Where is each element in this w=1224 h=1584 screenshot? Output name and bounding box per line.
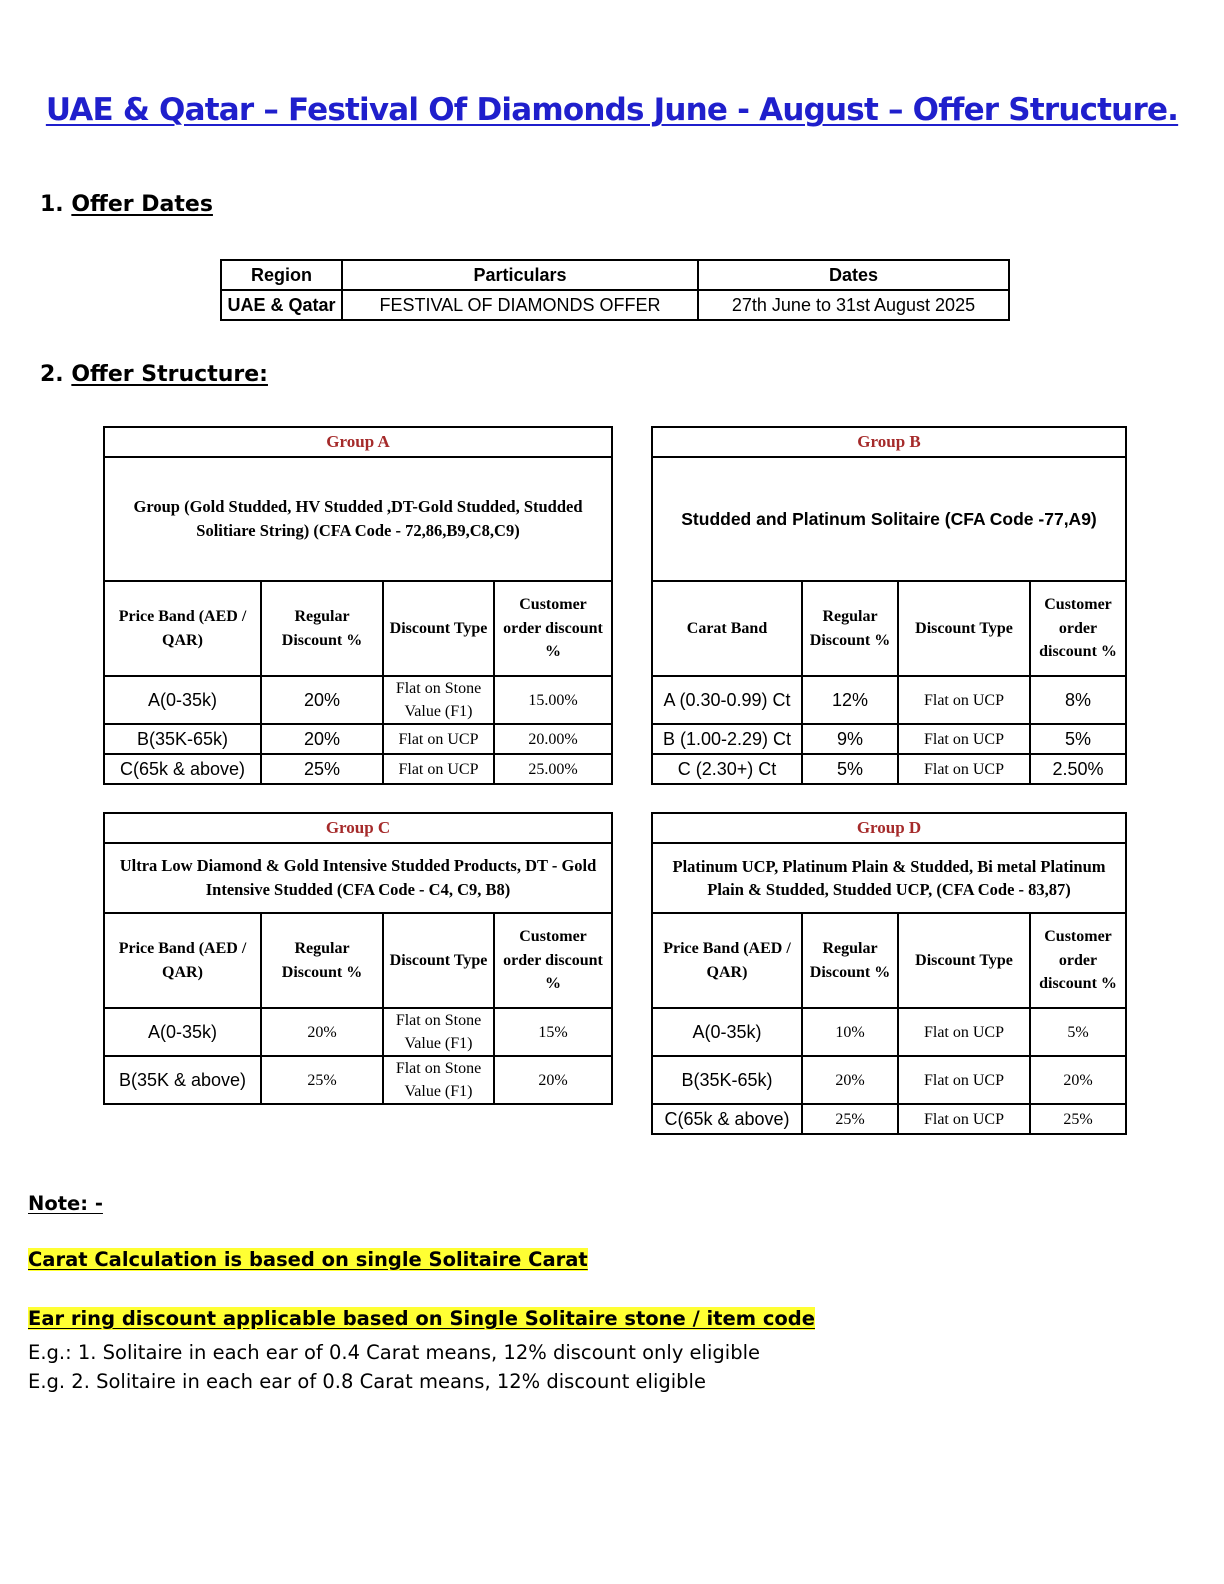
regular-discount: 25% (261, 1056, 383, 1104)
note-example-1: E.g.: 1. Solitaire in each ear of 0.4 Carat means, 12% discount only eligible (28, 1341, 760, 1364)
section-offer-dates (40, 192, 213, 217)
discount-type: Flat on Stone Value (F1) (383, 1056, 494, 1104)
price-band: A(0-35k) (652, 1008, 802, 1056)
table-row (652, 724, 1126, 754)
header-price-band: Price Band (AED / QAR) (104, 581, 261, 676)
header-price-band: Price Band (AED / QAR) (104, 913, 261, 1008)
table-row (104, 1008, 612, 1056)
table-row (104, 754, 612, 784)
customer-order-discount: 25% (1030, 1104, 1126, 1134)
header-discount-type: Discount Type (383, 913, 494, 1008)
discount-type: Flat on UCP (898, 754, 1030, 784)
note-heading: Note: - (28, 1192, 103, 1215)
customer-order-discount: 5% (1030, 1008, 1126, 1056)
cell-region: UAE & Qatar (221, 290, 342, 320)
table-row (652, 1008, 1126, 1056)
table-row (652, 676, 1126, 724)
section-offer-structure (40, 362, 268, 387)
regular-discount: 5% (802, 754, 898, 784)
table-row (104, 1056, 612, 1104)
header-regular-discount: Regular Discount % (261, 913, 383, 1008)
price-band: C(65k & above) (652, 1104, 802, 1134)
table-row (652, 1056, 1126, 1104)
price-band: B(35K & above) (104, 1056, 261, 1104)
header-region: Region (221, 260, 342, 290)
price-band: B(35K-65k) (652, 1056, 802, 1104)
group-description: Ultra Low Diamond & Gold Intensive Studded Products, DT - Gold Intensive Studded (CFA Code - C4, C9, B8) (104, 843, 612, 913)
cell-dates: 27th June to 31st August 2025 (698, 290, 1009, 320)
customer-order-discount: 20% (494, 1056, 612, 1104)
regular-discount: 9% (802, 724, 898, 754)
offer-dates-table (220, 259, 1010, 321)
group-d-table (651, 812, 1127, 1135)
header-regular-discount: Regular Discount % (802, 913, 898, 1008)
regular-discount: 10% (802, 1008, 898, 1056)
price-band: A(0-35k) (104, 1008, 261, 1056)
regular-discount: 20% (261, 676, 383, 724)
section-number: 2. (40, 362, 64, 387)
group-c-table (103, 812, 613, 1105)
header-discount-type: Discount Type (898, 581, 1030, 676)
note-carat-calculation: Carat Calculation is based on single Solitaire Carat (28, 1248, 588, 1271)
customer-order-discount: 25.00% (494, 754, 612, 784)
header-carat-band: Carat Band (652, 581, 802, 676)
regular-discount: 20% (261, 724, 383, 754)
customer-order-discount: 15% (494, 1008, 612, 1056)
header-customer-order-discount: Customer order discount % (1030, 913, 1126, 1008)
group-name: Group C (104, 813, 612, 843)
header-customer-order-discount: Customer order discount % (494, 913, 612, 1008)
carat-band: A (0.30-0.99) Ct (652, 676, 802, 724)
customer-order-discount: 20.00% (494, 724, 612, 754)
carat-band: B (1.00-2.29) Ct (652, 724, 802, 754)
discount-type: Flat on UCP (898, 676, 1030, 724)
customer-order-discount: 5% (1030, 724, 1126, 754)
discount-type: Flat on UCP (383, 754, 494, 784)
regular-discount: 25% (261, 754, 383, 784)
header-regular-discount: Regular Discount % (261, 581, 383, 676)
group-name: Group D (652, 813, 1126, 843)
note-earring-discount: Ear ring discount applicable based on Single Solitaire stone / item code (28, 1307, 815, 1330)
regular-discount: 12% (802, 676, 898, 724)
price-band: B(35K-65k) (104, 724, 261, 754)
discount-type: Flat on Stone Value (F1) (383, 676, 494, 724)
discount-type: Flat on UCP (898, 1008, 1030, 1056)
group-description: Platinum UCP, Platinum Plain & Studded, Bi metal Platinum Plain & Studded, Studded UCP, (CFA Code - 83,87) (652, 843, 1126, 913)
table-row (104, 724, 612, 754)
table-row (652, 754, 1126, 784)
customer-order-discount: 2.50% (1030, 754, 1126, 784)
header-dates: Dates (698, 260, 1009, 290)
regular-discount: 20% (802, 1056, 898, 1104)
group-b-table (651, 426, 1127, 785)
table-row (104, 676, 612, 724)
section-label: Offer Structure: (71, 362, 268, 387)
discount-type: Flat on Stone Value (F1) (383, 1008, 494, 1056)
group-name: Group A (104, 427, 612, 457)
header-regular-discount: Regular Discount % (802, 581, 898, 676)
price-band: A(0-35k) (104, 676, 261, 724)
header-particulars: Particulars (342, 260, 698, 290)
group-a-table (103, 426, 613, 785)
discount-type: Flat on UCP (898, 1056, 1030, 1104)
header-customer-order-discount: Customer order discount % (1030, 581, 1126, 676)
customer-order-discount: 8% (1030, 676, 1126, 724)
page-title: UAE & Qatar – Festival Of Diamonds June - August – Offer Structure. (45, 92, 1179, 128)
table-row (652, 1104, 1126, 1134)
cell-particulars: FESTIVAL OF DIAMONDS OFFER (342, 290, 698, 320)
header-discount-type: Discount Type (383, 581, 494, 676)
header-price-band: Price Band (AED / QAR) (652, 913, 802, 1008)
group-description: Studded and Platinum Solitaire (CFA Code -77,A9) (652, 457, 1126, 581)
section-label: Offer Dates (71, 192, 213, 217)
section-number: 1. (40, 192, 64, 217)
header-customer-order-discount: Customer order discount % (494, 581, 612, 676)
regular-discount: 25% (802, 1104, 898, 1134)
group-name: Group B (652, 427, 1126, 457)
note-example-2: E.g. 2. Solitaire in each ear of 0.8 Carat means, 12% discount eligible (28, 1370, 706, 1393)
header-discount-type: Discount Type (898, 913, 1030, 1008)
price-band: C(65k & above) (104, 754, 261, 784)
discount-type: Flat on UCP (383, 724, 494, 754)
discount-type: Flat on UCP (898, 1104, 1030, 1134)
carat-band: C (2.30+) Ct (652, 754, 802, 784)
customer-order-discount: 15.00% (494, 676, 612, 724)
regular-discount: 20% (261, 1008, 383, 1056)
discount-type: Flat on UCP (898, 724, 1030, 754)
group-description: Group (Gold Studded, HV Studded ,DT-Gold Studded, Studded Solitiare String) (CFA Code - 72,86,B9,C8,C9) (104, 457, 612, 581)
customer-order-discount: 20% (1030, 1056, 1126, 1104)
